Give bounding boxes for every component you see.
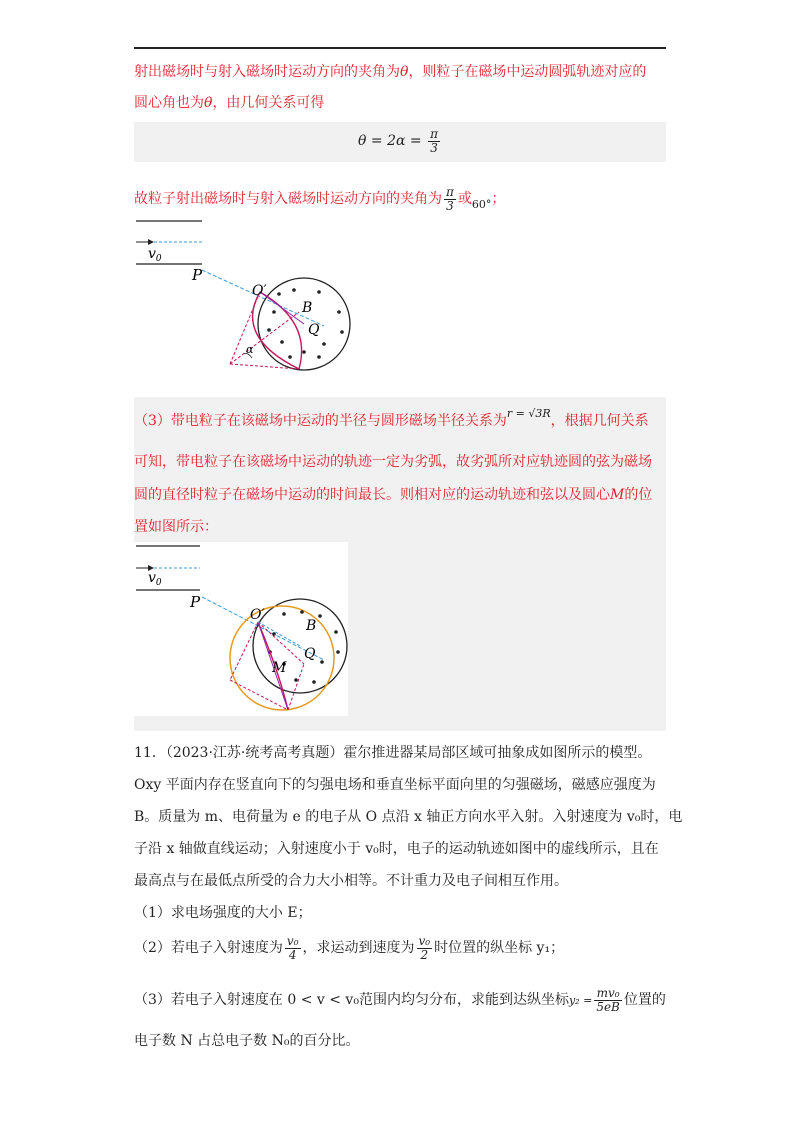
part3-text: ，根据几何关系: [550, 413, 649, 429]
frac-den: 2: [420, 947, 429, 962]
frac-num: v₀: [286, 933, 299, 948]
question-text: 时位置的纵坐标 y₁；: [434, 940, 565, 956]
alpha-label: α: [246, 343, 254, 356]
field-b-label: B: [302, 300, 313, 316]
question-text: 位置的: [623, 992, 666, 1008]
formula-fraction: [428, 128, 440, 155]
problem-number: 11．: [134, 745, 166, 761]
problem-text: 霍尔推进器某局部区域可抽象成如图所示的模型。: [343, 745, 652, 761]
figure-1: [134, 212, 374, 382]
problem-11-line-4: 子沿 x 轴做直线运动；入射速度小于 v₀时，电子的运动轨迹如图中的虚线所示，且在: [134, 841, 659, 857]
conclusion-line: [134, 184, 666, 215]
radius-line-3: [288, 664, 304, 710]
point-p-label: P: [190, 593, 201, 611]
trajectory-arc-2: [260, 292, 302, 369]
solution-text: 射出磁场时与射入磁场时运动方向的夹角为: [134, 64, 400, 80]
question-text: ，求运动到速度为: [302, 940, 415, 956]
conclusion-text: 故粒子射出磁场时与射入磁场时运动方向的夹角为: [134, 191, 442, 207]
part3-line-4: 置如图所示：: [134, 519, 218, 535]
part3-line-3: [134, 485, 666, 505]
problem-11-line-5: 最高点与在最低点所受的合力大小相等。不计重力及电子间相互作用。: [134, 873, 568, 889]
frac-den: 4: [288, 947, 297, 962]
frac-den: 5eB: [596, 999, 620, 1014]
theta-symbol: θ: [204, 95, 213, 111]
radius-line-2: [230, 364, 299, 369]
solution-text: 圆心角也为: [134, 95, 204, 111]
point-p-label: P: [192, 266, 203, 284]
solution-text: ，则粒子在磁场中运动圆弧轨迹对应的: [408, 64, 647, 80]
y2-fraction: [594, 987, 622, 1014]
radius-line-1: [230, 292, 260, 364]
question-text: （2）若电子入射速度为: [134, 940, 283, 956]
question-1: （1）求电场强度的大小 E；: [134, 905, 312, 921]
header-rule: [134, 47, 666, 49]
part3-line-2: 可知，带电粒子在该磁场中运动的轨迹一定为劣弧，故劣弧所对应轨迹圆的弦为磁场: [134, 454, 652, 470]
solution-text: ，由几何关系可得: [212, 95, 325, 111]
theta-symbol: θ: [400, 64, 409, 80]
y2-symbol: y₂ =: [568, 994, 593, 1007]
conclusion-degrees: 60°: [471, 198, 492, 211]
solution-line-1: [134, 62, 666, 82]
part3-text: （3）带电粒子在该磁场中运动的半径与圆形磁场半径关系为: [134, 413, 507, 429]
point-oprime-label: O′: [252, 283, 267, 299]
solution-line-2: [134, 93, 666, 113]
problem-11-line-2: Oxy 平面内存在竖直向下的匀强电场和垂直坐标平面向里的匀强磁场，磁感应强度为: [134, 777, 656, 793]
conclusion-end: ；: [491, 191, 506, 207]
conclusion-or: 或: [457, 191, 472, 207]
part3-text: 圆的直径时粒子在磁场中运动的时间最长。则相对应的运动轨迹和弦以及圆心: [134, 487, 610, 503]
frac-num: mv₀: [594, 987, 622, 1001]
figure-2: [134, 542, 348, 716]
frac-num: v₀: [418, 933, 431, 948]
field-dots: [267, 288, 344, 359]
point-q-label: Q: [304, 646, 316, 662]
v0-label: $v_0$: [148, 246, 162, 264]
center-m-symbol: M: [610, 487, 625, 503]
problem-11-line-3: B。质量为 m、电荷量为 e 的电子从 O 点沿 x 轴正方向水平入射。入射速度为 v₀时，电: [134, 809, 683, 825]
frac-den: 3: [430, 140, 438, 155]
frac-num: π: [446, 184, 454, 199]
speed-fraction-1: [285, 935, 301, 962]
center-m-label: M: [272, 660, 287, 676]
conclusion-fraction: [444, 186, 456, 213]
question-3: [134, 982, 666, 1019]
point-oprime-label: O′: [250, 607, 265, 623]
v0-label: $v_0$: [148, 570, 162, 588]
speed-fraction-2: [417, 935, 433, 962]
field-b-label: B: [306, 618, 317, 634]
frac-num: π: [430, 126, 438, 141]
center-line: [258, 622, 300, 646]
question-2: [134, 930, 666, 966]
trajectory-circle: [230, 606, 334, 710]
frac-den: 3: [446, 198, 454, 213]
question-3-line-2: 电子数 N 占总电子数 N₀的百分比。: [134, 1033, 360, 1049]
point-q-label: Q: [308, 322, 320, 338]
part3-text: 的位: [624, 487, 653, 503]
arrowhead-icon: [148, 239, 154, 245]
formula-lhs: θ = 2α =: [358, 133, 422, 149]
radius-relation: r = √3R: [506, 407, 551, 420]
part3-line-1: [134, 406, 666, 437]
formula-theta: [134, 124, 666, 158]
question-text: （3）若电子入射速度在 0 < v < v₀范围内均匀分布，求能到达纵坐标: [134, 992, 569, 1008]
problem-11-line-1: [134, 743, 666, 763]
problem-source: （2023·江苏·统考高考真题）: [165, 745, 344, 761]
